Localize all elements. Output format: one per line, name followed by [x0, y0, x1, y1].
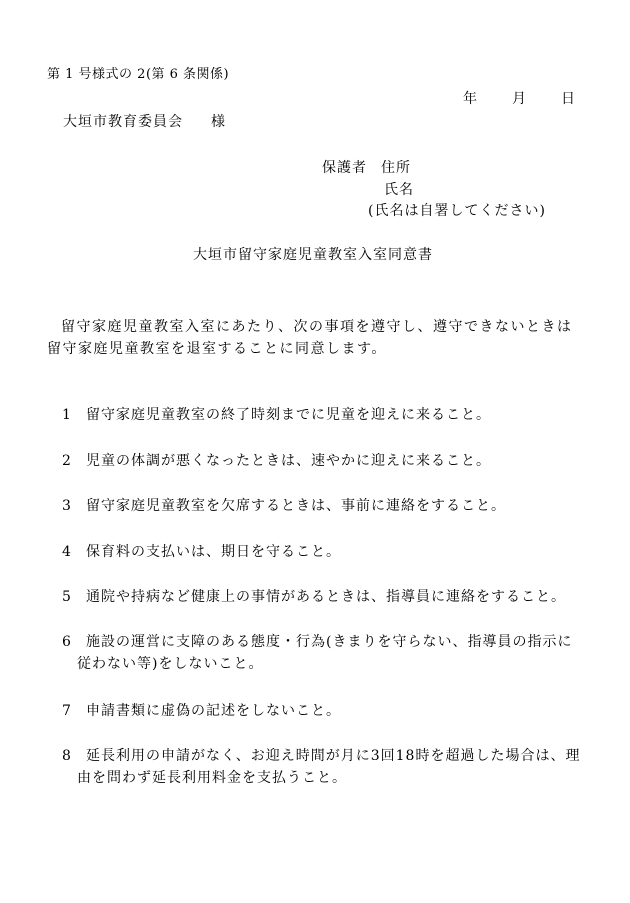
list-item	[62, 700, 587, 722]
item-text: 保育料の支払いは、期日を守ること。	[86, 544, 341, 560]
item-text: 留守家庭児童教室を欠席するときは、事前に連絡をすること。	[86, 498, 506, 514]
document-title: 大垣市留守家庭児童教室入室同意書	[193, 247, 433, 263]
list-item	[62, 404, 587, 426]
item-number: 8	[62, 748, 72, 764]
item-text: 延長利用の申請がなく、お迎え時間が月に3回18時を超過した場合は、理由を問わず延長利用料金を支払うこと。	[77, 748, 581, 786]
date-month-label: 月	[512, 91, 527, 107]
date-line	[463, 90, 576, 108]
guardian-label: 保護者	[322, 160, 367, 176]
item-number: 7	[62, 703, 72, 719]
guardian-address-line	[322, 159, 411, 177]
item-text: 通院や持病など健康上の事情があるときは、指導員に連絡をすること。	[86, 589, 566, 605]
item-number: 6	[62, 634, 72, 650]
list-item	[62, 586, 587, 608]
item-number: 5	[62, 589, 72, 605]
item-text: 留守家庭児童教室の終了時刻までに児童を迎えに来ること。	[86, 407, 491, 423]
item-text: 申請書類に虚偽の記述をしないこと。	[86, 703, 341, 719]
guardian-name-label: 氏名	[384, 182, 414, 198]
item-text: 施設の運営に支障のある態度・行為(きまりを守らない、指導員の指示に従わない等)をしないこと。	[77, 634, 573, 672]
list-item	[62, 631, 587, 675]
intro-paragraph: 留守家庭児童教室入室にあたり、次の事項を遵守し、遵守できないときは留守家庭児童教室を退室することに同意します。	[47, 319, 573, 357]
item-number: 4	[62, 544, 72, 560]
list-item	[62, 745, 587, 789]
list-item	[62, 495, 587, 517]
address-label: 住所	[381, 160, 411, 176]
date-day-label: 日	[561, 91, 576, 107]
addressee	[63, 113, 226, 131]
form-number: 第 1 号様式の 2(第 6 条関係)	[47, 67, 230, 82]
item-number: 1	[62, 407, 72, 423]
date-year-label: 年	[463, 91, 478, 107]
signature-note: (氏名は自署してください)	[368, 203, 546, 219]
addressee-honorific: 様	[211, 114, 226, 130]
list-item	[62, 450, 587, 472]
item-text: 児童の体調が悪くなったときは、速やかに迎えに来ること。	[86, 453, 491, 469]
item-number: 3	[62, 498, 72, 514]
addressee-name: 大垣市教育委員会	[63, 114, 183, 130]
item-number: 2	[62, 453, 72, 469]
list-item	[62, 541, 587, 563]
